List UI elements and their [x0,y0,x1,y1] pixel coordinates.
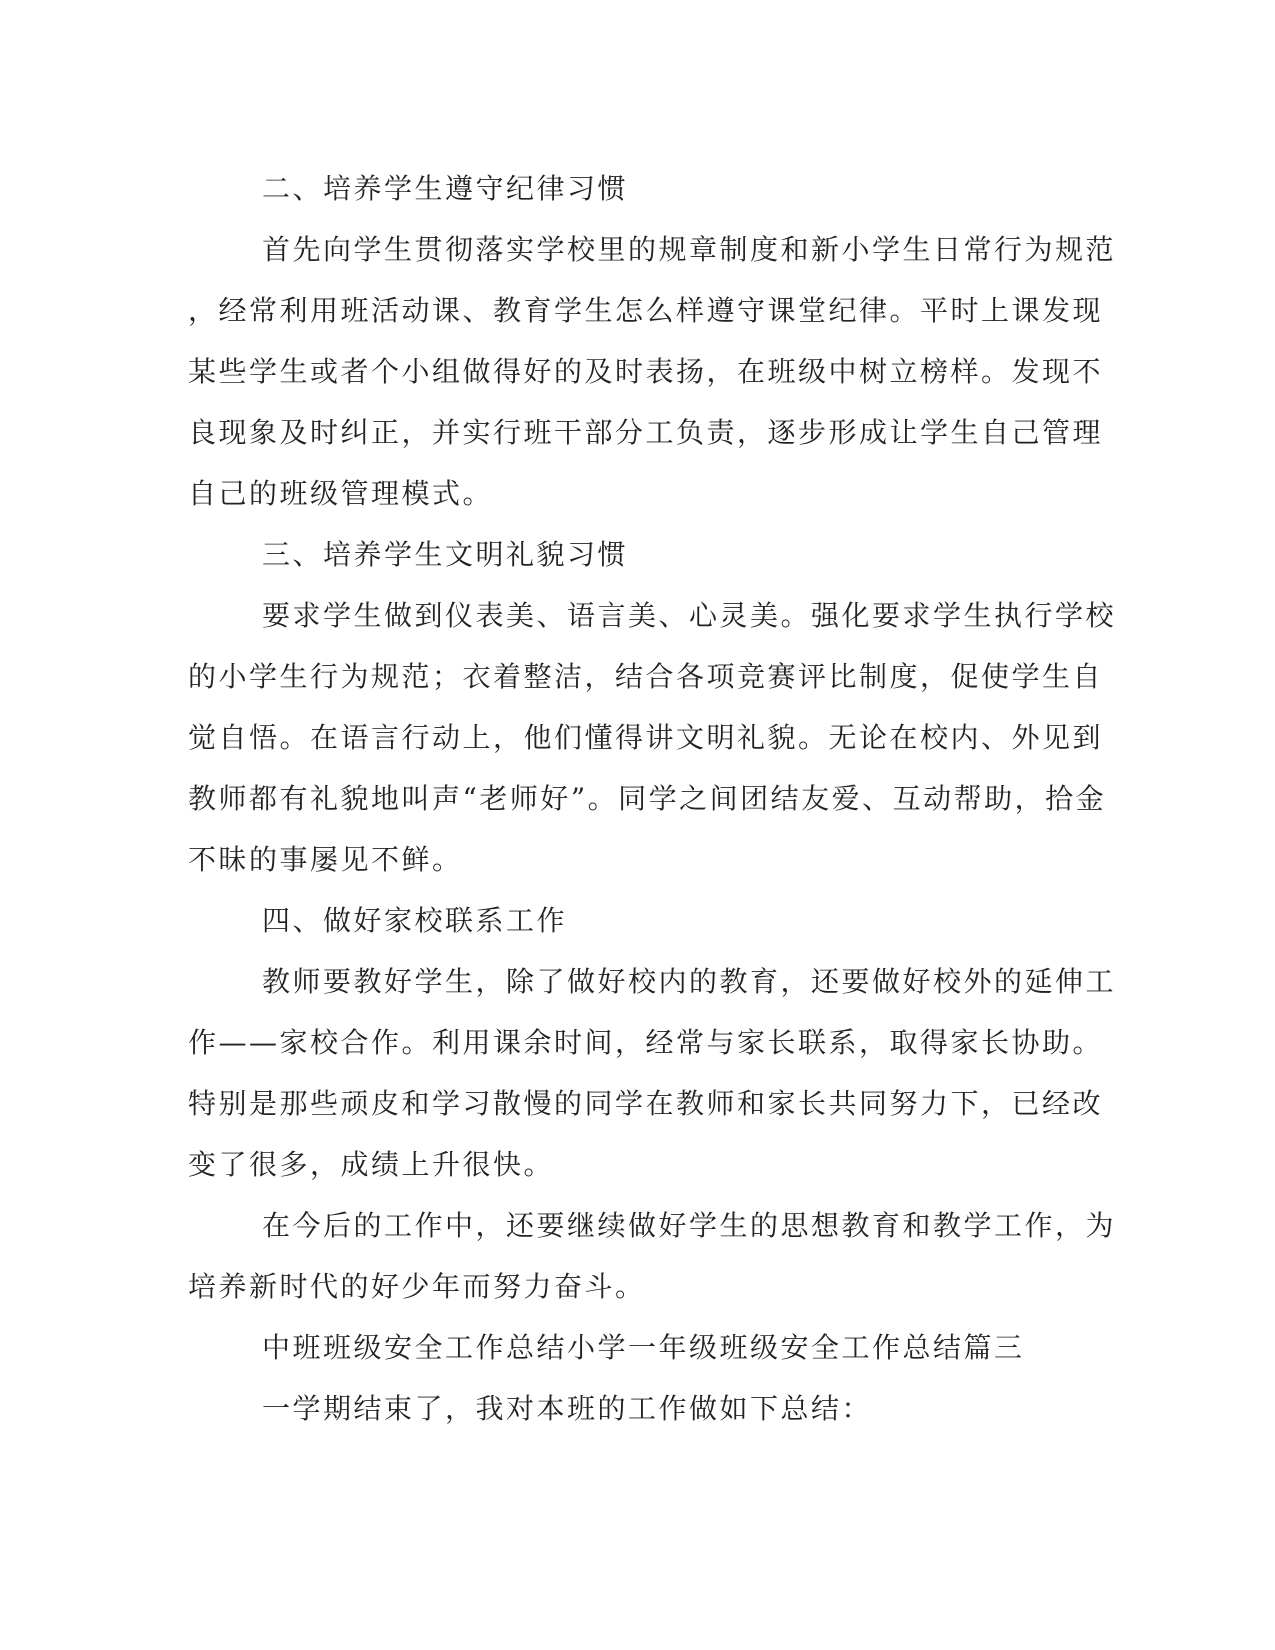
paragraph-line: 首先向学生贯彻落实学校里的规章制度和新小学生日常行为规范 [262,233,1117,266]
section-title: 中班班级安全工作总结小学一年级班级安全工作总结篇三 [262,1331,1025,1364]
paragraph-line: 作——家校合作。利用课余时间，经常与家长联系，取得家长协助。 [188,1026,1104,1059]
paragraph-line: 觉自悟。在语言行动上，他们懂得讲文明礼貌。无论在校内、外见到 [188,721,1104,754]
paragraph-line: 教师都有礼貌地叫声“老师好”。同学之间团结友爱、互动帮助，拾金 [188,782,1107,815]
heading-discipline: 二、培养学生遵守纪律习惯 [262,172,629,205]
paragraph-line: 的小学生行为规范；衣着整洁，结合各项竞赛评比制度，促使学生自 [188,660,1104,693]
paragraph-home-school [188,951,1117,1195]
heading-home-school: 四、做好家校联系工作 [262,904,568,937]
paragraph-intro: 一学期结束了，我对本班的工作做如下总结： [262,1392,873,1425]
paragraph-line: 教师要教好学生，除了做好校内的教育，还要做好校外的延伸工 [262,965,1117,998]
paragraph-line: 不昧的事屡见不鲜。 [188,843,463,876]
paragraph-civility [188,585,1117,890]
paragraph-line: 特别是那些顽皮和学习散慢的同学在教师和家长共同努力下，已经改 [188,1087,1104,1120]
document-body [188,158,1117,1439]
paragraph-line: 某些学生或者个小组做得好的及时表扬，在班级中树立榜样。发现不 [188,355,1104,388]
paragraph-line: 要求学生做到仪表美、语言美、心灵美。强化要求学生执行学校 [262,599,1117,632]
paragraph-line: 自己的班级管理模式。 [188,477,494,510]
paragraph-discipline [188,219,1117,524]
paragraph-line: 培养新时代的好少年而努力奋斗。 [188,1270,646,1303]
paragraph-line: 良现象及时纠正，并实行班干部分工负责，逐步形成让学生自己管理 [188,416,1104,449]
paragraph-future [188,1195,1117,1317]
paragraph-line: 在今后的工作中，还要继续做好学生的思想教育和教学工作，为 [262,1209,1117,1242]
paragraph-line: 变了很多，成绩上升很快。 [188,1148,555,1181]
heading-civility: 三、培养学生文明礼貌习惯 [262,538,629,571]
paragraph-line: ，经常利用班活动课、教育学生怎么样遵守课堂纪律。平时上课发现 [188,294,1104,327]
